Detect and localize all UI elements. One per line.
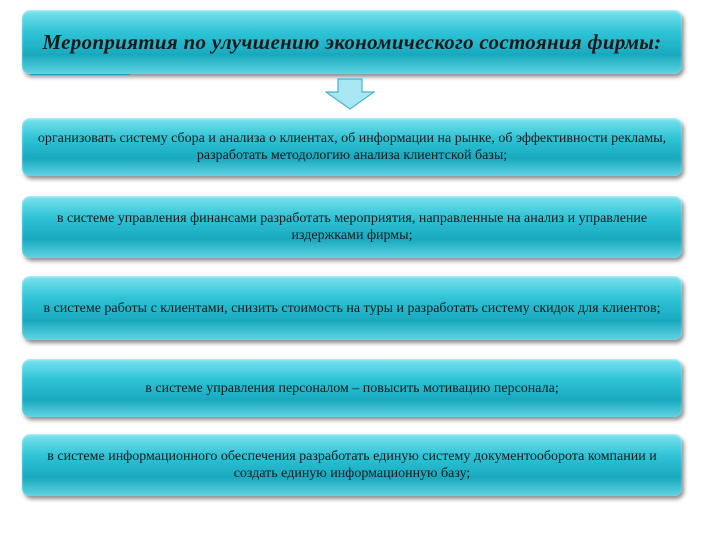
measure-box-4 [22,359,682,417]
measure-text-2: в системе управления финансами разработать мероприятия, направленные на анализ и управление издержками фирмы; [56,211,648,243]
title-text: Мероприятия по улучшению экономического состояния фирмы: [42,29,662,54]
measure-box-3 [22,276,682,340]
down-arrow-icon [325,78,375,110]
measure-text-3: в системе работы с клиентами, снизить стоимость на туры и разработать систему скидок для клиентов; [43,300,661,316]
title-box [22,10,682,74]
measure-text-4: в системе управления персоналом – повысить мотивацию персонала; [145,380,559,396]
measure-box-5 [22,434,682,496]
measure-text-1: организовать систему сбора и анализа о клиентах, об информации на рынке, об эффективности рекламы, разработать методологию анализа клиентской базы; [37,131,667,163]
measure-text-5: в системе информационного обеспечения разработать единую систему документооборота компании и создать единую информационную базу; [47,449,657,481]
measure-box-1 [22,118,682,176]
measure-box-2 [22,196,682,258]
title-underline [30,74,130,75]
